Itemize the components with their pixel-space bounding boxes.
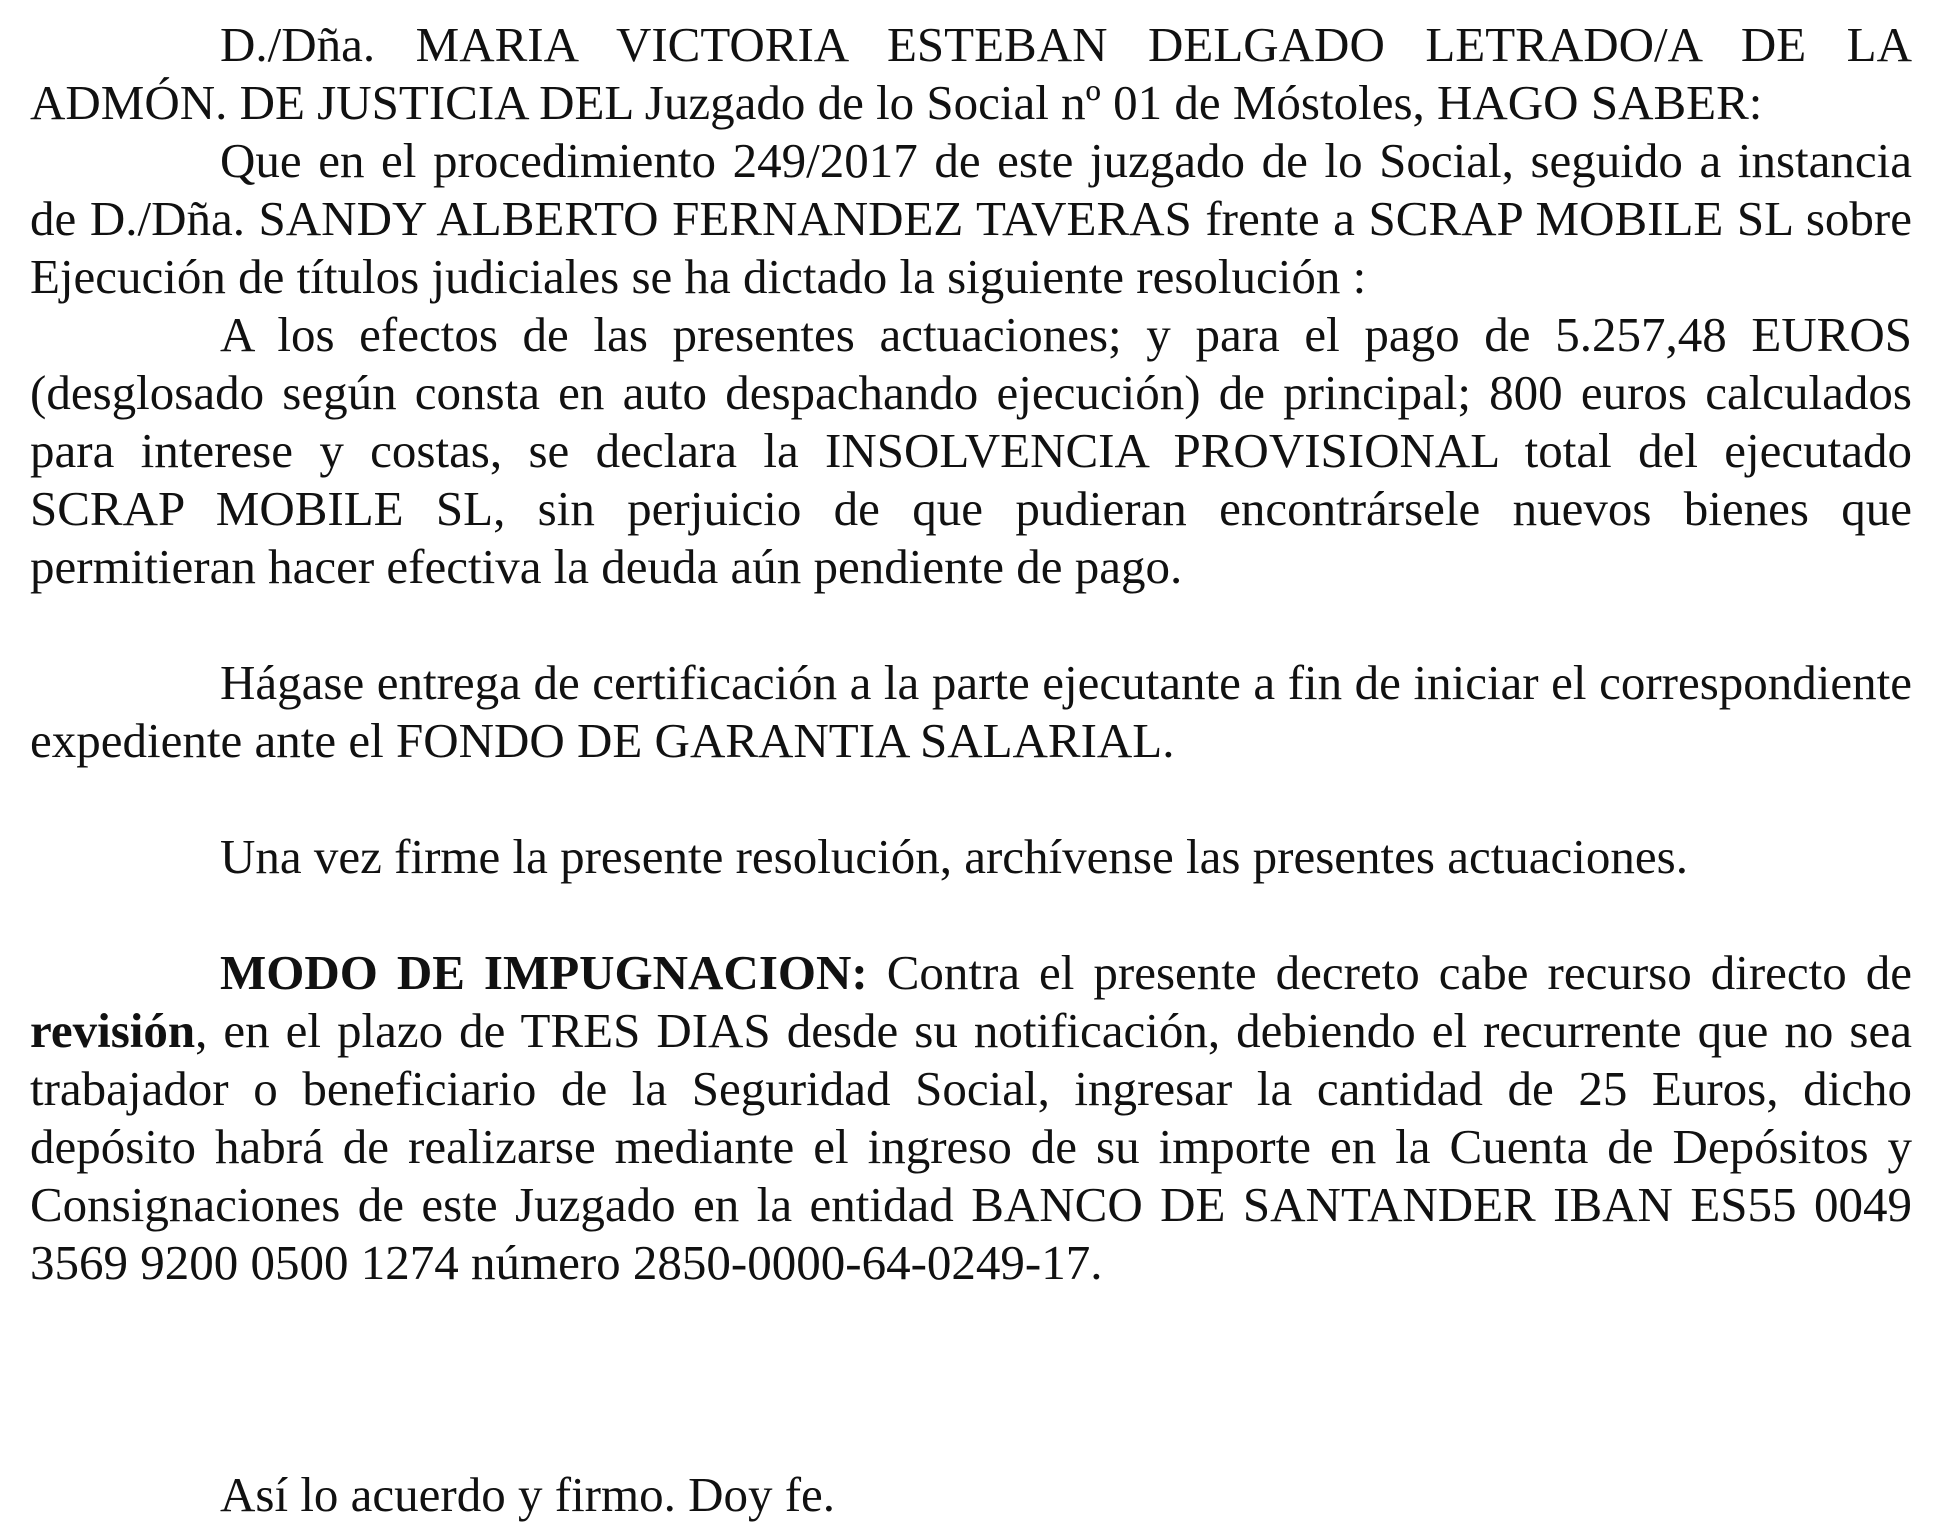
procedure-paragraph: Que en el procedimiento 249/2017 de este juzgado de lo Social, seguido a instancia de D./Dña. SANDY ALBERTO FERNANDEZ TAVERAS frente a SCRAP MOBILE SL sobre Ejecución de títulos judiciales se ha dictado la siguiente resolución :: [30, 133, 1912, 304]
impugnation-bold-word: revisión: [30, 1003, 196, 1058]
impugnation-text-part2: , en el plazo de TRES DIAS desde su notificación, debiendo el recurrente que no sea trabajador o beneficiario de la Seguridad Social, ingresar la cantidad de 25 Euros, dicho depósito habrá de realizarse mediante el ingreso de su importe en la Cuenta de Depósitos y Consignaciones de este Juzgado en la entidad BANCO DE SANTANDER IBAN ES55 0049 3569 9200 0500 1274 número 2850-0000-64-0249-17.: [30, 1003, 1912, 1290]
archive-paragraph: Una vez firme la presente resolución, archívense las presentes actuaciones.: [220, 829, 1688, 884]
impugnation-text-part1: Contra el presente decreto cabe recurso directo de: [867, 945, 1912, 1000]
insolvency-paragraph: A los efectos de las presentes actuaciones; y para el pago de 5.257,48 EUROS (desglosado según consta en auto despachando ejecución) de principal; 800 euros calculados para interese y costas, se declara la INSOLVENCIA PROVISIONAL total del ejecutado SCRAP MOBILE SL, sin perjuicio de que pudieran encontrársele nuevos bienes que permitieran hacer efectiva la deuda aún pendiente de pago.: [30, 307, 1912, 594]
impugnation-paragraph: [30, 944, 1912, 1292]
certification-paragraph: Hágase entrega de certificación a la parte ejecutante a fin de iniciar el correspondiente expediente ante el FONDO DE GARANTIA SALARIAL.: [30, 655, 1912, 768]
impugnation-heading: MODO DE IMPUGNACION:: [220, 945, 868, 1000]
closing-paragraph: Así lo acuerdo y firmo. Doy fe.: [220, 1467, 836, 1522]
header-paragraph: D./Dña. MARIA VICTORIA ESTEBAN DELGADO LETRADO/A DE LA ADMÓN. DE JUSTICIA DEL Juzgado de lo Social nº 01 de Móstoles, HAGO SABER:: [30, 17, 1912, 130]
